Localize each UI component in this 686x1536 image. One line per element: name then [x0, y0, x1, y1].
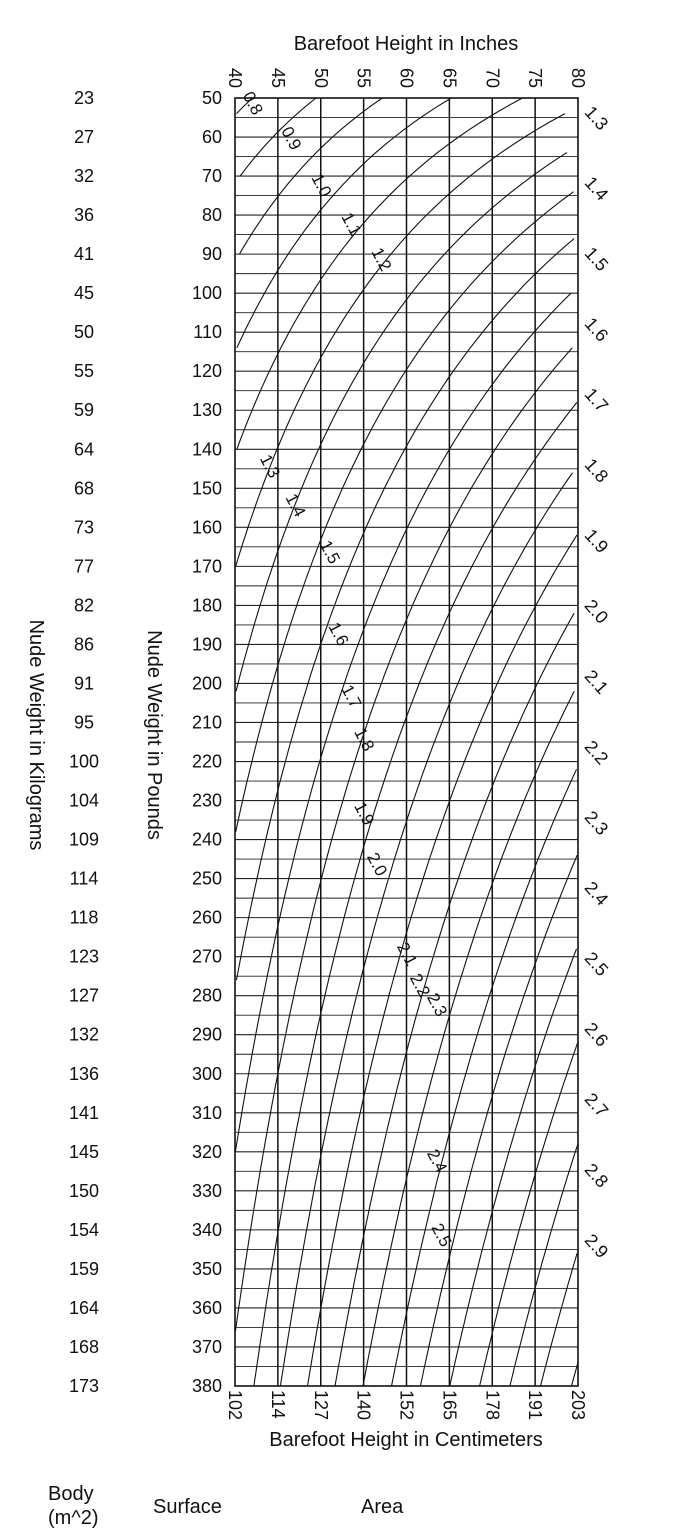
surface-area-tick: 2.5 — [580, 947, 613, 980]
kilogram-tick-label: 50 — [73, 322, 95, 343]
kilogram-tick-label: 114 — [69, 868, 99, 889]
surface-area-tick: 1.3 — [580, 101, 613, 134]
pound-tick-label: 290 — [191, 1024, 222, 1045]
surface-area-tick: 1.5 — [580, 242, 613, 275]
surface-area-tick: 1.6 — [580, 313, 613, 346]
pound-tick-label: 130 — [191, 400, 222, 421]
inch-tick-label: 60 — [396, 68, 417, 89]
kilogram-tick-label: 132 — [68, 1024, 100, 1045]
pound-tick-label: 110 — [193, 322, 222, 343]
centimeter-tick-label: 178 — [482, 1390, 503, 1421]
kilogram-tick-label: 27 — [73, 127, 95, 148]
pound-tick-label: 260 — [191, 907, 222, 928]
curve-label: 1.5 — [315, 537, 344, 568]
kilogram-tick-label: 136 — [68, 1063, 100, 1084]
kilogram-tick-label: 95 — [73, 712, 95, 733]
footer-area-label: Area — [361, 1496, 404, 1518]
kilogram-tick-label: 86 — [73, 634, 95, 655]
pound-tick-label: 280 — [191, 985, 222, 1006]
pound-tick-label: 90 — [201, 244, 222, 265]
bsa-curve — [236, 239, 574, 981]
inch-tick-label: 80 — [568, 68, 588, 89]
pound-tick-label: 360 — [191, 1297, 222, 1318]
kilogram-tick-labels — [69, 88, 99, 1396]
bsa-curve — [480, 1043, 578, 1387]
pound-tick-label: 350 — [191, 1258, 222, 1279]
pound-tick-label: 120 — [191, 361, 222, 382]
surface-area-tick: 2.1 — [580, 665, 613, 698]
pound-tick-label: 230 — [191, 790, 222, 811]
surface-area-tick: 1.4 — [580, 172, 613, 205]
bsa-curve — [254, 402, 577, 1386]
inch-tick-label: 75 — [525, 68, 546, 89]
surface-area-tick: 1.7 — [580, 383, 613, 416]
bottom-axis-title: Barefoot Height in Centimeters — [269, 1429, 543, 1451]
kilogram-tick-label: 64 — [73, 439, 95, 460]
kilogram-tick-label: 100 — [68, 751, 100, 772]
pound-tick-label: 250 — [191, 868, 222, 889]
kilogram-tick-label: 45 — [73, 283, 95, 304]
curve-label: 2.0 — [363, 849, 391, 880]
curve-label: 1.0 — [307, 170, 336, 201]
inch-tick-label: 50 — [310, 68, 331, 89]
pound-tick-label: 70 — [201, 166, 222, 187]
kilogram-tick-label: 104 — [68, 790, 100, 811]
bsa-curve — [236, 192, 574, 832]
curve-label: 1.6 — [324, 619, 353, 649]
kilogram-tick-label: 41 — [73, 244, 95, 265]
kilogram-tick-label: 59 — [73, 400, 95, 421]
pound-tick-label: 50 — [201, 88, 222, 108]
kilogram-tick-label: 32 — [73, 166, 95, 187]
bsa-curve — [236, 153, 567, 692]
pound-tick-labels — [192, 88, 222, 1396]
pound-tick-label: 270 — [191, 946, 222, 967]
inch-tick-label: 40 — [225, 68, 245, 89]
kilogram-tick-label: 109 — [68, 829, 100, 850]
pound-tick-label: 60 — [201, 127, 222, 148]
centimeter-tick-label: 203 — [568, 1390, 588, 1421]
pound-tick-label: 310 — [191, 1102, 222, 1123]
curve-label: 1.2 — [367, 244, 396, 275]
kilogram-tick-label: 154 — [68, 1219, 100, 1240]
pound-tick-label: 220 — [191, 751, 222, 772]
pound-tick-label: 160 — [191, 517, 222, 538]
kilogram-tick-label: 164 — [68, 1297, 100, 1318]
pound-tick-label: 150 — [191, 478, 222, 499]
centimeter-tick-label: 140 — [353, 1390, 374, 1421]
pound-tick-label: 80 — [201, 205, 222, 226]
surface-area-tick: 2.2 — [580, 736, 613, 769]
inch-tick-label: 55 — [353, 68, 374, 89]
kilogram-tick-label: 23 — [73, 88, 95, 108]
centimeter-tick-label: 127 — [310, 1390, 331, 1421]
kilogram-tick-label: 77 — [73, 556, 95, 577]
pound-tick-label: 100 — [191, 283, 222, 304]
curve-label: 2.3 — [423, 989, 451, 1020]
kilogram-tick-label: 173 — [68, 1376, 100, 1396]
curve-label: 1.7 — [337, 681, 366, 712]
footer-surface-label: Surface — [153, 1496, 222, 1518]
surface-area-scale — [581, 102, 613, 1262]
curve-label: 1.4 — [281, 490, 310, 521]
surface-area-tick: 2.4 — [580, 877, 613, 910]
pound-tick-label: 170 — [191, 556, 222, 577]
kilogram-tick-label: 123 — [68, 946, 100, 967]
bsa-curve — [363, 691, 574, 1386]
surface-area-tick: 2.9 — [580, 1229, 613, 1262]
surface-area-tick: 2.3 — [580, 806, 613, 839]
surface-area-tick: 2.8 — [580, 1159, 613, 1192]
curve-label: 2.2 — [406, 970, 434, 1001]
curve-labels — [239, 88, 455, 1250]
pound-tick-label: 300 — [191, 1063, 222, 1084]
footer-body-line2: (m^2) — [48, 1507, 99, 1529]
curve-label: 0.8 — [238, 88, 267, 119]
kilogram-tick-label: 168 — [68, 1336, 100, 1357]
kilograms-axis-title: Nude Weight in Kilograms — [25, 619, 47, 851]
footer-body-label — [48, 1482, 99, 1530]
kilogram-tick-label: 118 — [69, 907, 99, 928]
pound-tick-label: 190 — [191, 634, 222, 655]
curve-label: 2.5 — [427, 1220, 456, 1251]
curve-label: 2.1 — [393, 939, 421, 970]
inch-tick-label: 65 — [439, 68, 460, 89]
kilogram-tick-label: 36 — [73, 205, 95, 226]
inch-tick-labels — [225, 68, 588, 88]
kilogram-tick-label: 141 — [68, 1102, 100, 1123]
pound-tick-label: 140 — [191, 439, 222, 460]
centimeter-tick-labels — [225, 1390, 588, 1420]
inch-tick-label: 45 — [267, 68, 288, 89]
pound-tick-label: 330 — [191, 1180, 222, 1201]
pound-tick-label: 320 — [191, 1141, 222, 1162]
curve-label: 1.3 — [255, 451, 284, 482]
kilogram-tick-label: 127 — [68, 985, 100, 1006]
curve-label: 1.1 — [337, 209, 366, 240]
inch-tick-label: 70 — [482, 68, 503, 89]
pound-tick-label: 210 — [191, 712, 222, 733]
pound-tick-label: 240 — [191, 829, 222, 850]
pound-tick-label: 340 — [191, 1219, 222, 1240]
surface-area-tick: 2.6 — [580, 1018, 613, 1051]
bsa-curve — [510, 1144, 578, 1386]
kilogram-tick-label: 73 — [73, 517, 95, 538]
surface-area-tick: 2.0 — [580, 595, 613, 628]
bsa-curve — [392, 769, 577, 1386]
curve-label: 1.8 — [350, 724, 379, 755]
pound-tick-label: 180 — [191, 595, 222, 616]
surface-area-tick: 1.8 — [580, 454, 613, 487]
centimeter-tick-label: 191 — [525, 1390, 546, 1421]
kilogram-tick-label: 91 — [73, 673, 95, 694]
curve-label: 1.9 — [350, 798, 379, 829]
centimeter-tick-label: 152 — [396, 1390, 417, 1421]
surface-area-tick: 1.9 — [580, 524, 613, 557]
kilogram-tick-label: 145 — [68, 1141, 100, 1162]
surface-area-tick: 2.7 — [580, 1088, 613, 1121]
kilogram-tick-label: 55 — [73, 361, 95, 382]
curve-label: 0.9 — [277, 123, 306, 154]
pounds-axis-title: Nude Weight in Pounds — [143, 630, 165, 840]
curve-label: 2.4 — [423, 1146, 451, 1176]
top-axis-title: Barefoot Height in Inches — [293, 33, 519, 55]
kilogram-tick-label: 150 — [68, 1180, 100, 1201]
centimeter-tick-label: 114 — [267, 1390, 288, 1419]
centimeter-tick-label: 102 — [225, 1390, 245, 1421]
pound-tick-label: 370 — [191, 1336, 222, 1357]
centimeter-tick-label: 165 — [439, 1390, 460, 1421]
footer-body-line1: Body — [48, 1483, 94, 1505]
kilogram-tick-label: 82 — [73, 595, 95, 616]
pound-tick-label: 200 — [191, 673, 222, 694]
kilogram-tick-label: 68 — [73, 478, 95, 499]
pound-tick-label: 380 — [191, 1376, 222, 1396]
kilogram-tick-label: 159 — [68, 1258, 100, 1279]
